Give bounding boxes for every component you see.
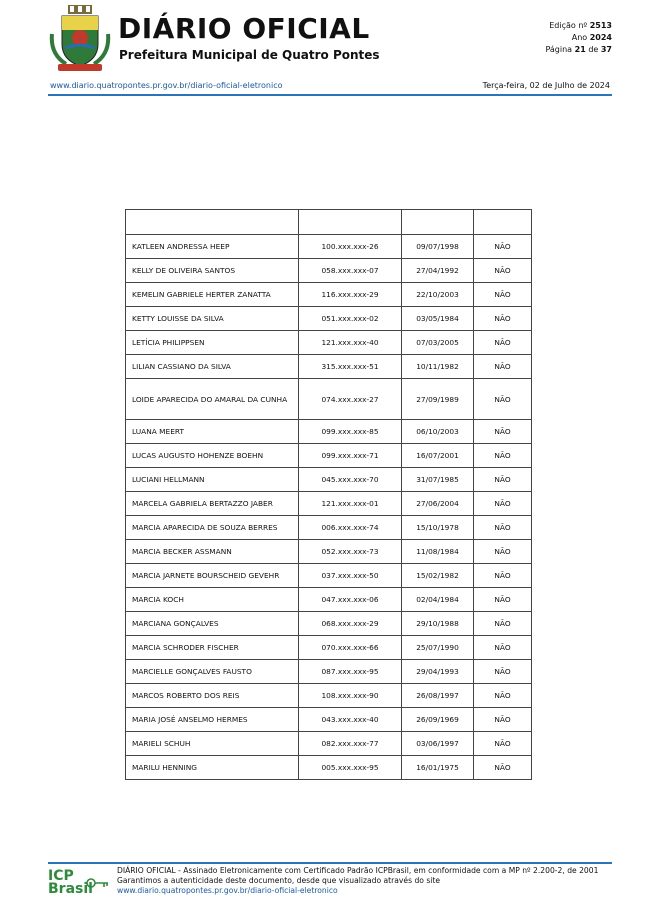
name-cell: MARCIANA GONÇALVES xyxy=(126,612,299,636)
cpf-cell: 005.xxx.xxx-95 xyxy=(299,756,402,780)
icp-logo-text: ICP xyxy=(48,868,74,884)
birthdate-cell: 10/11/1982 xyxy=(402,355,474,379)
municipal-crest-icon xyxy=(48,4,112,74)
cpf-cell: 099.xxx.xxx-71 xyxy=(299,444,402,468)
cpf-cell: 051.xxx.xxx-02 xyxy=(299,307,402,331)
birthdate-cell: 06/10/2003 xyxy=(402,420,474,444)
footer-divider xyxy=(48,862,612,864)
edition-number: 2513 xyxy=(589,21,612,30)
name-cell: KETTY LOUISSE DA SILVA xyxy=(126,307,299,331)
birthdate-cell: 25/07/1990 xyxy=(402,636,474,660)
name-cell: MARCIA SCHRODER FISCHER xyxy=(126,636,299,660)
name-cell: KATLEEN ANDRESSA HEEP xyxy=(126,235,299,259)
status-cell: NÃO xyxy=(474,235,532,259)
status-cell: NÃO xyxy=(474,468,532,492)
page-label: Página xyxy=(545,45,573,54)
birthdate-cell: 16/01/1975 xyxy=(402,756,474,780)
birthdate-cell: 29/10/1988 xyxy=(402,612,474,636)
table-row xyxy=(126,684,532,708)
table-row xyxy=(126,564,532,588)
table-row xyxy=(126,540,532,564)
key-icon xyxy=(86,876,110,890)
name-cell: MARIELI SCHUH xyxy=(126,732,299,756)
table-row xyxy=(126,636,532,660)
table-row xyxy=(126,379,532,420)
edition-info xyxy=(545,20,612,56)
table-row xyxy=(126,331,532,355)
status-cell: NÃO xyxy=(474,259,532,283)
cpf-cell: 070.xxx.xxx-66 xyxy=(299,636,402,660)
name-cell: LETÍCIA PHILIPPSEN xyxy=(126,331,299,355)
status-cell: NÃO xyxy=(474,756,532,780)
status-cell: NÃO xyxy=(474,636,532,660)
cpf-cell: 087.xxx.xxx-95 xyxy=(299,660,402,684)
status-cell: NÃO xyxy=(474,540,532,564)
table-row xyxy=(126,259,532,283)
status-cell: NÃO xyxy=(474,564,532,588)
page-number: 21 xyxy=(574,45,586,54)
table-row xyxy=(126,355,532,379)
cpf-cell: 100.xxx.xxx-26 xyxy=(299,235,402,259)
status-cell: NÃO xyxy=(474,283,532,307)
footer-site-link[interactable]: www.diario.quatropontes.pr.gov.br/diario-oficial-eletronico xyxy=(117,886,338,895)
table-row xyxy=(126,708,532,732)
table-row xyxy=(126,756,532,780)
name-cell: MARCELA GABRIELA BERTAZZO JABER xyxy=(126,492,299,516)
birthdate-cell: 03/05/1984 xyxy=(402,307,474,331)
edition-label: Edição nº xyxy=(549,21,588,30)
cpf-cell: 068.xxx.xxx-29 xyxy=(299,612,402,636)
year-value: 2024 xyxy=(589,33,612,42)
cpf-cell: 043.xxx.xxx-40 xyxy=(299,708,402,732)
birthdate-cell: 16/07/2001 xyxy=(402,444,474,468)
table-row xyxy=(126,732,532,756)
birthdate-cell: 09/07/1998 xyxy=(402,235,474,259)
footer-line-2: Garantimos a autenticidade deste documento, desde que visualizado através do site xyxy=(117,876,441,885)
name-cell xyxy=(126,379,299,420)
name-cell: KEMELIN GABRIELE HERTER ZANATTA xyxy=(126,283,299,307)
cpf-cell: 121.xxx.xxx-40 xyxy=(299,331,402,355)
birthdate-cell: 22/10/2003 xyxy=(402,283,474,307)
candidates-table xyxy=(125,209,532,780)
name-cell: MARCIA JARNETE BOURSCHEID GEVEHR xyxy=(126,564,299,588)
page-footer xyxy=(48,866,612,906)
table-row xyxy=(126,283,532,307)
name-text: LOIDE APARECIDA DO AMARAL DA CUNHA xyxy=(132,394,288,404)
birthdate-cell: 29/04/1993 xyxy=(402,660,474,684)
name-cell: LILIAN CASSIANO DA SILVA xyxy=(126,355,299,379)
birthdate-cell: 27/04/1992 xyxy=(402,259,474,283)
table-row xyxy=(126,612,532,636)
cpf-cell: 082.xxx.xxx-77 xyxy=(299,732,402,756)
cpf-cell: 108.xxx.xxx-90 xyxy=(299,684,402,708)
page-total: 37 xyxy=(600,45,612,54)
name-cell: LUANA MEERT xyxy=(126,420,299,444)
name-cell: MARCIA BECKER ASSMANN xyxy=(126,540,299,564)
page-title: DIÁRIO OFICIAL xyxy=(118,12,370,45)
table-row xyxy=(126,468,532,492)
status-cell: NÃO xyxy=(474,732,532,756)
status-cell: NÃO xyxy=(474,307,532,331)
footer-notice xyxy=(117,866,598,896)
name-cell: MARIA JOSÉ ANSELMO HERMES xyxy=(126,708,299,732)
birthdate-cell: 26/08/1997 xyxy=(402,684,474,708)
header-cell xyxy=(126,210,299,235)
cpf-cell: 006.xxx.xxx-74 xyxy=(299,516,402,540)
birthdate-cell: 11/08/1984 xyxy=(402,540,474,564)
birthdate-cell: 03/06/1997 xyxy=(402,732,474,756)
table-row xyxy=(126,516,532,540)
name-cell: MARCIELLE GONÇALVES FAUSTO xyxy=(126,660,299,684)
site-url-link[interactable]: www.diario.quatropontes.pr.gov.br/diario-oficial-eletronico xyxy=(50,81,283,90)
name-cell: MARCOS ROBERTO DOS REIS xyxy=(126,684,299,708)
cpf-cell: 116.xxx.xxx-29 xyxy=(299,283,402,307)
status-cell: NÃO xyxy=(474,331,532,355)
birthdate-cell: 15/02/1982 xyxy=(402,564,474,588)
name-cell: LUCAS AUGUSTO HOHENZE BOEHN xyxy=(126,444,299,468)
cpf-cell: 045.xxx.xxx-70 xyxy=(299,468,402,492)
page-of: de xyxy=(588,45,599,54)
status-cell: NÃO xyxy=(474,516,532,540)
birthdate-cell: 27/06/2004 xyxy=(402,492,474,516)
name-cell: MARCIA KOCH xyxy=(126,588,299,612)
status-cell: NÃO xyxy=(474,660,532,684)
table-row xyxy=(126,492,532,516)
status-cell: NÃO xyxy=(474,492,532,516)
status-cell: NÃO xyxy=(474,588,532,612)
birthdate-cell: 07/03/2005 xyxy=(402,331,474,355)
status-cell: NÃO xyxy=(474,444,532,468)
table-row xyxy=(126,444,532,468)
status-cell: NÃO xyxy=(474,420,532,444)
year-label: Ano xyxy=(571,33,588,42)
header-cell xyxy=(299,210,402,235)
footer-line-1: DIÁRIO OFICIAL - Assinado Eletronicamente com Certificado Padrão ICPBrasil, em conformidade com a MP nº 2.200-2, de 2001 xyxy=(117,866,599,875)
status-cell: NÃO xyxy=(474,684,532,708)
cpf-cell: 058.xxx.xxx-07 xyxy=(299,259,402,283)
birthdate-cell: 27/09/1989 xyxy=(402,379,474,420)
page-subtitle: Prefeitura Municipal de Quatro Pontes xyxy=(119,48,380,62)
cpf-cell: 037.xxx.xxx-50 xyxy=(299,564,402,588)
icp-logo-subtext: Brasil xyxy=(48,881,93,897)
status-cell: NÃO xyxy=(474,708,532,732)
birthdate-cell: 31/07/1985 xyxy=(402,468,474,492)
name-cell: LUCIANI HELLMANN xyxy=(126,468,299,492)
cpf-cell: 121.xxx.xxx-01 xyxy=(299,492,402,516)
publication-date: Terça-feira, 02 de Julho de 2024 xyxy=(482,81,610,90)
status-cell: NÃO xyxy=(474,355,532,379)
name-cell: MARCIA APARECIDA DE SOUZA BERRES xyxy=(126,516,299,540)
page-header xyxy=(48,4,612,92)
status-cell: NÃO xyxy=(474,612,532,636)
header-cell xyxy=(402,210,474,235)
name-cell: MARILU HENNING xyxy=(126,756,299,780)
birthdate-cell: 26/09/1969 xyxy=(402,708,474,732)
status-cell: NÃO xyxy=(474,379,532,420)
cpf-cell: 315.xxx.xxx-51 xyxy=(299,355,402,379)
cpf-cell: 099.xxx.xxx-85 xyxy=(299,420,402,444)
table-header-row xyxy=(126,210,532,235)
birthdate-cell: 02/04/1984 xyxy=(402,588,474,612)
table-row xyxy=(126,235,532,259)
cpf-cell: 047.xxx.xxx-06 xyxy=(299,588,402,612)
birthdate-cell: 15/10/1978 xyxy=(402,516,474,540)
table-row xyxy=(126,307,532,331)
header-divider xyxy=(48,94,612,96)
cpf-cell: 052.xxx.xxx-73 xyxy=(299,540,402,564)
table-row xyxy=(126,588,532,612)
table-row xyxy=(126,420,532,444)
name-cell: KELLY DE OLIVEIRA SANTOS xyxy=(126,259,299,283)
header-cell xyxy=(474,210,532,235)
table-row xyxy=(126,660,532,684)
cpf-cell: 074.xxx.xxx-27 xyxy=(299,379,402,420)
